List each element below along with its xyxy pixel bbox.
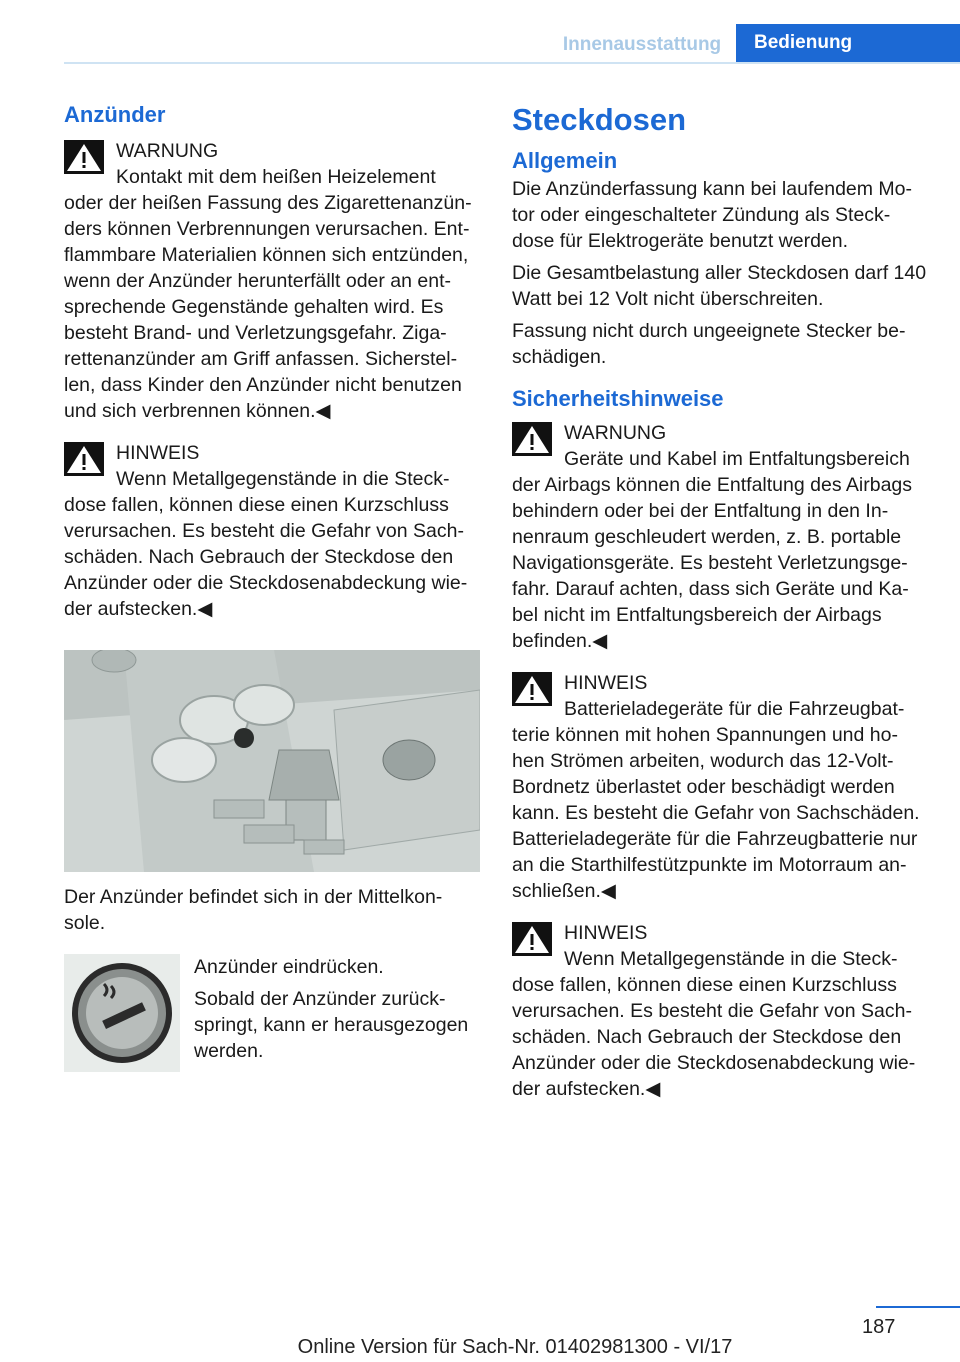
- left-column: [64, 100, 480, 1072]
- warning-triangle-icon: [512, 672, 552, 706]
- center-console-illustration: [64, 650, 480, 872]
- notice-label: HINWEIS: [564, 672, 648, 694]
- notice-label: HINWEIS: [116, 442, 200, 464]
- header-rule: [64, 62, 960, 64]
- subsection-allgemein: Allgemein: [512, 148, 618, 173]
- notice-text: Wenn Metallgegenstände in die Steck-dose fallen, können diese einen Kurzschluss verursachen. Es besteht die Gefahr von Sach-schäden. Nach Gebrauch der Steckdose den Anzünder oder die Steckdosenabdeckung wie-der aufstecken.◀: [512, 948, 916, 1100]
- notice-block: [512, 670, 930, 904]
- subsection-sicherheitshinweise: Sicherheitshinweise: [512, 386, 724, 411]
- tab-bedienung[interactable]: Bedienung: [736, 24, 960, 62]
- caption-text: Der Anzünder befindet sich in der Mittelkon-sole.: [64, 886, 443, 934]
- tab-innenausstattung[interactable]: Innenausstattung: [562, 34, 722, 55]
- step-remove: Sobald der Anzünder zurück-springt, kann er herausgezogen werden.: [194, 988, 469, 1062]
- cigarette-lighter-icon: [64, 954, 180, 1072]
- right-column: [512, 100, 930, 1102]
- online-version-note: Online Version für Sach-Nr. 01402981300 - VI/17: [297, 1336, 733, 1358]
- warning-block: [64, 138, 480, 424]
- paragraph-3: Fassung nicht durch ungeeignete Stecker be-schädigen.: [512, 320, 906, 368]
- paragraph-2: Die Gesamtbelastung aller Steckdosen darf 140 Watt bei 12 Volt nicht überschreiten.: [512, 262, 927, 310]
- warning-text: Kontakt mit dem heißen Heizelement oder der heißen Fassung des Zigarettenanzün-ders können Verbrennungen verursachen. Ent-flammbare Materialien können sich entzünden, wenn der Anzünder herunterfällt oder an ent-sprechende Gegenstände gehalten wird. Es besteht Brand- und Verletzungsgefahr. Ziga-rettenanzünder am Griff anfassen. Sicherstel-len, dass Kinder den Anzünder nicht benutzen und sich verbrennen können.◀: [64, 166, 472, 422]
- lighter-step-text: [194, 954, 480, 1072]
- section-title-steckdosen: Steckdosen: [512, 102, 687, 137]
- warning-triangle-icon: [512, 922, 552, 956]
- notice-text: Batterieladegeräte für die Fahrzeugbat-terie können mit hohen Spannungen und ho-hen Strömen arbeiten, wodurch das 12-Volt-Bordnetz überlastet oder beschädigt werden kann. Es besteht die Gefahr von Sachschäden. Batterieladegeräte für die Fahrzeugbatterie nur an die Starthilfestützpunkte im Motorraum an-schließen.◀: [512, 698, 920, 902]
- notice-block: [64, 440, 480, 622]
- warning-triangle-icon: [64, 442, 104, 476]
- footer-rule: [876, 1306, 960, 1308]
- warning-label: WARNUNG: [564, 422, 667, 444]
- step-press: Anzünder eindrücken.: [194, 956, 384, 978]
- warning-text: Geräte und Kabel im Entfaltungsbereich der Airbags können die Entfaltung des Airbags behindern oder bei der Entfaltung in den In-nenraum geschleudert werden, z. B. portable Navigationsgeräte. Es besteht Verletzungsge-fahr. Darauf achten, dass sich Geräte und Ka-bel nicht im Entfaltungsbereich der Airbags befinden.◀: [512, 448, 913, 652]
- paragraph-1: Die Anzünderfassung kann bei laufendem Mo-tor oder eingeschalteter Zündung als Steck-dose für Elektrogeräte benutzt werden.: [512, 178, 912, 252]
- page-number: 187: [862, 1316, 896, 1338]
- notice-block: [512, 920, 930, 1102]
- warning-triangle-icon: [512, 422, 552, 456]
- warning-block: [512, 420, 930, 654]
- notice-label: HINWEIS: [564, 922, 648, 944]
- warning-label: WARNUNG: [116, 140, 219, 162]
- section-title-anzuender: Anzünder: [64, 102, 166, 127]
- notice-text: Wenn Metallgegenstände in die Steck-dose fallen, können diese einen Kurzschluss verursachen. Es besteht die Gefahr von Sach-schäden. Nach Gebrauch der Steckdose den Anzünder oder die Steckdosenabdeckung wie-der aufstecken.◀: [64, 468, 468, 620]
- lighter-step: [64, 954, 480, 1072]
- warning-triangle-icon: [64, 140, 104, 174]
